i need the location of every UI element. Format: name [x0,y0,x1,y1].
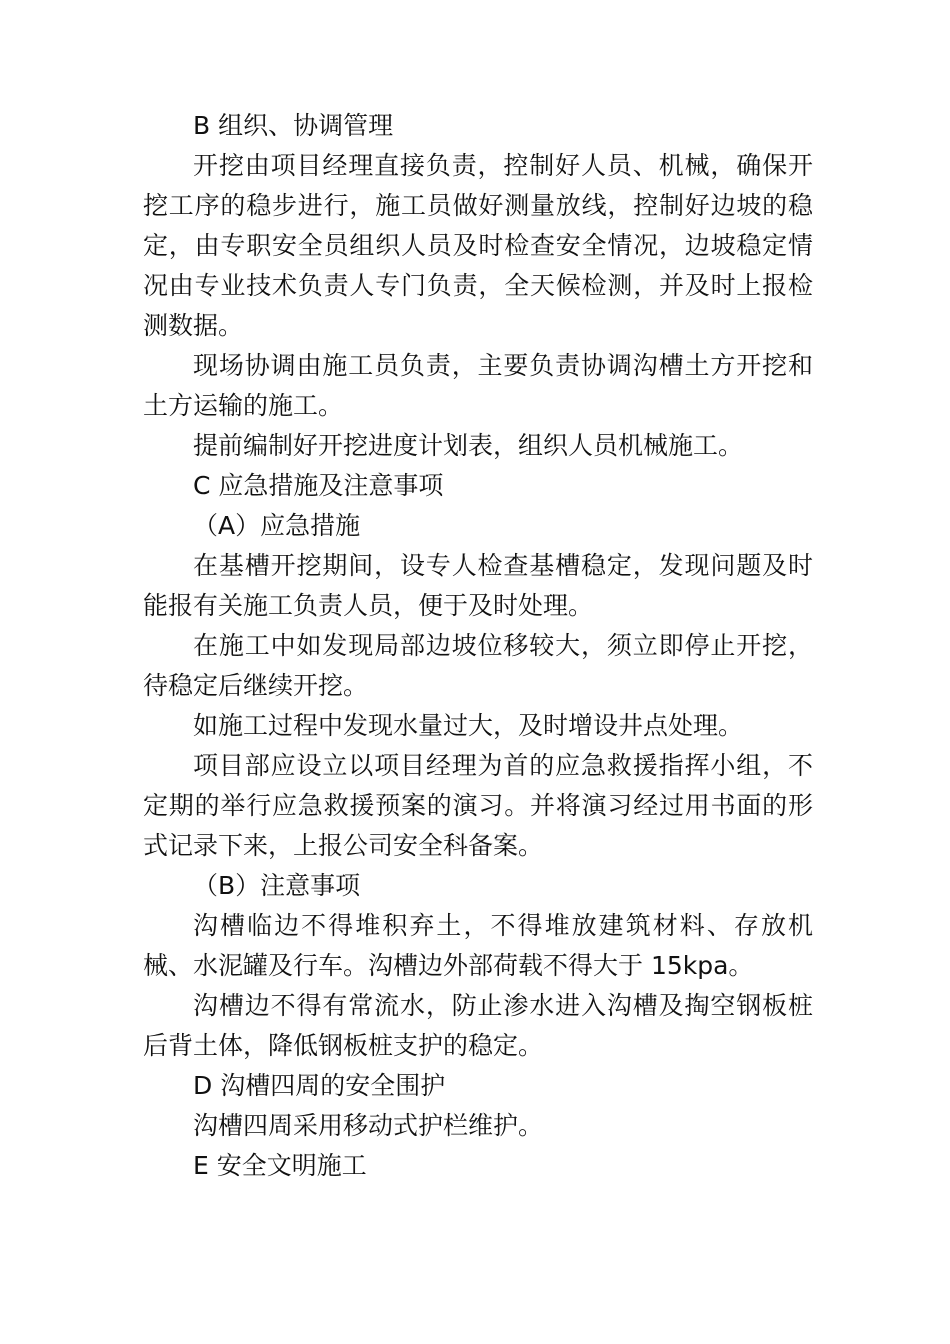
paragraph: 现场协调由施工员负责，主要负责协调沟槽土方开挖和土方运输的施工。 [143,351,813,420]
paragraph: 提前编制好开挖进度计划表，组织人员机械施工。 [193,431,744,460]
paragraph: 沟槽边不得有常流水，防止渗水进入沟槽及掏空钢板桩后背土体，降低钢板桩支护的稳定。 [143,991,813,1060]
subsection-heading-b: （B）注意事项 [193,871,361,900]
paragraph: 在基槽开挖期间，设专人检查基槽稳定，发现问题及时能报有关施工负责人员，便于及时处理。 [143,551,813,620]
section-heading-b: B 组织、协调管理 [193,111,394,140]
paragraph: 如施工过程中发现水量过大，及时增设井点处理。 [193,711,744,740]
paragraph: 沟槽四周采用移动式护栏维护。 [193,1111,544,1140]
section-heading-c: C 应急措施及注意事项 [193,471,444,500]
paragraph: 开挖由项目经理直接负责，控制好人员、机械，确保开挖工序的稳步进行，施工员做好测量放线，控制好边坡的稳定，由专职安全员组织人员及时检查安全情况，边坡稳定情况由专业技术负责人专门负责，全天候检测，并及时上报检测数据。 [143,151,813,340]
paragraph: 在施工中如发现局部边坡位移较大，须立即停止开挖，待稳定后继续开挖。 [143,631,813,700]
document-body [143,106,813,1186]
section-heading-d: D 沟槽四周的安全围护 [193,1071,446,1100]
subsection-heading-a: （A）应急措施 [193,511,361,540]
paragraph: 项目部应设立以项目经理为首的应急救援指挥小组，不定期的举行应急救援预案的演习。并将演习经过用书面的形式记录下来，上报公司安全科备案。 [143,751,813,860]
paragraph: 沟槽临边不得堆积弃土，不得堆放建筑材料、存放机械、水泥罐及行车。沟槽边外部荷载不得大于 15kpa。 [143,911,813,980]
section-heading-e: E 安全文明施工 [193,1151,367,1180]
